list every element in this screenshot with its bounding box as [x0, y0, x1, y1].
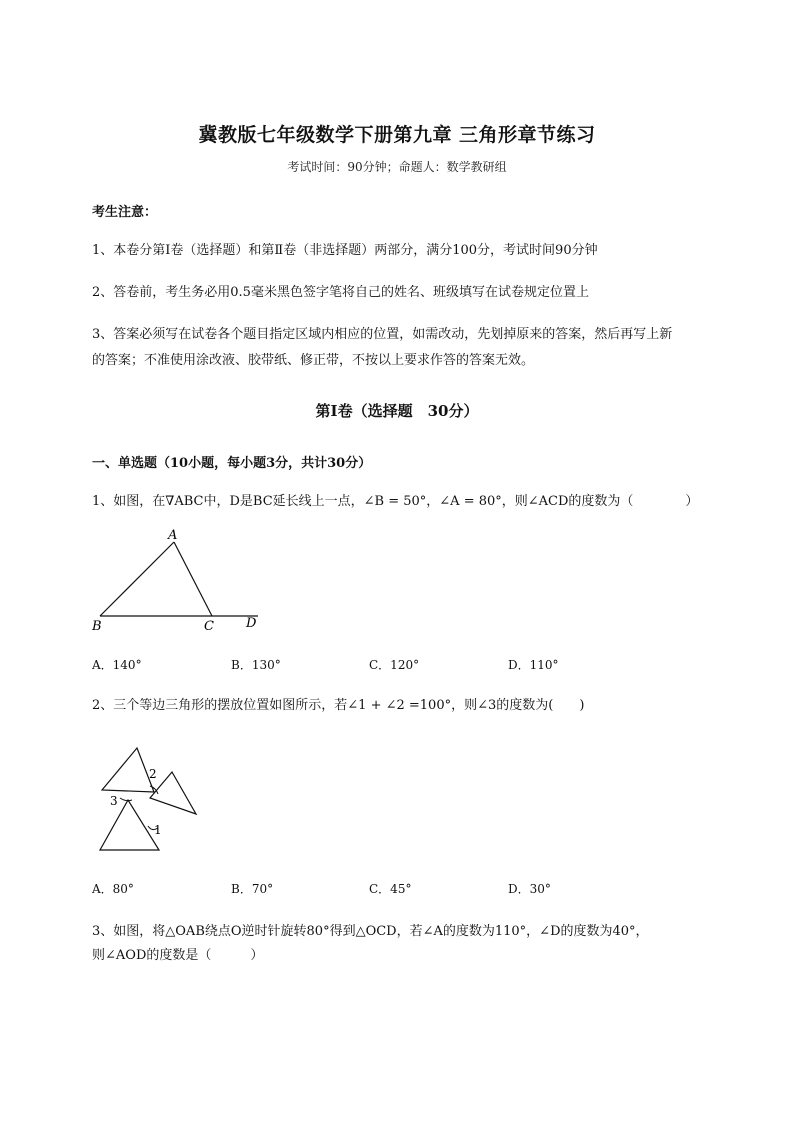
notice-item-1: 1、本卷分第Ⅰ卷（选择题）和第Ⅱ卷（非选择题）两部分，满分100分，考试时间90分钟 [92, 243, 598, 258]
notice-item-2: 2、答卷前，考生务必用0.5毫米黑色签字笔将自己的姓名、班级填写在试卷规定位置上 [92, 285, 589, 300]
angle-3-arc [120, 798, 132, 801]
exam-subtitle: 考试时间：90分钟；命题人：数学教研组 [287, 160, 507, 174]
question-3-text-cont: 则∠AOD的度数是（ ） [92, 948, 264, 963]
question-1-option-a[interactable]: A．140° [92, 658, 142, 672]
triangle-right [150, 772, 196, 814]
notice-item-3-cont: 的答案；不准使用涂改液、胶带纸、修正带，不按以上要求作答的答案无效。 [92, 353, 535, 368]
label-angle-3: 3 [110, 794, 118, 808]
question-2-option-d[interactable]: D．30° [508, 882, 551, 896]
question-3-text: 3、如图，将△OAB绕点O逆时针旋转80°得到△OCD，若∠A的度数为110°，∠D的度数为40°， [92, 924, 649, 939]
part-title: 一、单选题（10小题，每小题3分，共计30分） [92, 456, 372, 471]
question-1-option-b[interactable]: B．130° [231, 658, 281, 672]
triangle-bottom [100, 800, 159, 850]
question-1-text: 1、如图，在∇ABC中，D是BC延长线上一点，∠B = 50°，∠A = 80°，则∠ACD的度数为（ ） [92, 494, 699, 509]
line-ac [174, 542, 212, 616]
label-angle-2: 2 [149, 767, 157, 781]
label-angle-1: 1 [154, 823, 162, 837]
question-1-figure [88, 528, 278, 638]
exam-title: 冀教版七年级数学下册第九章 三角形章节练习 [198, 124, 596, 146]
question-1-option-d[interactable]: D．110° [508, 658, 559, 672]
label-a: A [168, 528, 178, 543]
question-2-option-a[interactable]: A．80° [92, 882, 134, 896]
notice-heading: 考生注意： [92, 205, 158, 220]
label-d: D [246, 616, 257, 631]
label-b: B [92, 619, 102, 634]
triangle-top [102, 748, 154, 792]
notice-item-3: 3、答案必须写在试卷各个题目指定区域内相应的位置，如需改动，先划掉原来的答案，然后再写上新 [92, 327, 673, 342]
question-2-option-b[interactable]: B．70° [231, 882, 274, 896]
question-1-option-c[interactable]: C．120° [369, 658, 420, 672]
label-c: C [204, 619, 214, 634]
question-2-option-c[interactable]: C．45° [369, 882, 412, 896]
question-2-text: 2、三个等边三角形的摆放位置如图所示，若∠1 + ∠2 =100°，则∠3的度数为( ) [92, 698, 585, 713]
section-title: 第Ⅰ卷（选择题 30分） [315, 402, 479, 420]
line-ba [100, 542, 174, 616]
question-2-figure [92, 740, 212, 860]
